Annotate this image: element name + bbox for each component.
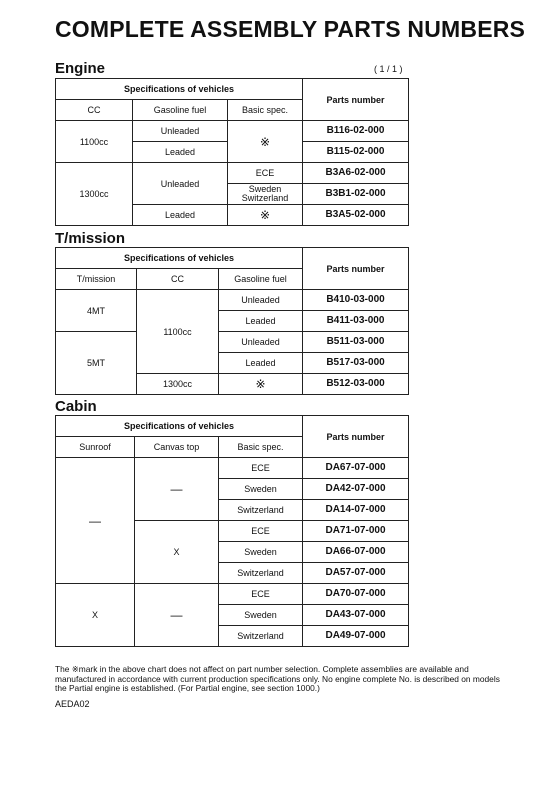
page-title: COMPLETE ASSEMBLY PARTS NUMBERS — [55, 16, 526, 42]
cabin-spec-header: Specifications of vehicles — [56, 416, 303, 437]
cabin-col-canvas: Canvas top — [135, 437, 219, 458]
tmission-part-number: B410-03-000 — [303, 290, 409, 311]
cabin-canvas-cell: X — [135, 521, 219, 584]
engine-spec-header: Specifications of vehicles — [56, 79, 303, 100]
tmission-cc-cell: 1300cc — [137, 374, 219, 395]
cabin-spec-cell: Switzerland — [219, 563, 303, 584]
engine-cc-cell: 1300cc — [56, 163, 133, 226]
engine-cc-cell: 1100cc — [56, 121, 133, 163]
engine-spec-line: Switzerland — [241, 193, 289, 203]
engine-col-cc: CC — [56, 100, 133, 121]
cabin-part-number: DA42-07-000 — [303, 479, 409, 500]
cabin-spec-cell: ECE — [219, 584, 303, 605]
tmission-fuel-cell: ※ — [219, 374, 303, 395]
cabin-part-number: DA71-07-000 — [303, 521, 409, 542]
cabin-canvas-cell: — — [135, 458, 219, 521]
engine-spec-line: Sweden — [248, 184, 282, 194]
cabin-col-sunroof: Sunroof — [56, 437, 135, 458]
engine-col-fuel: Gasoline fuel — [133, 100, 228, 121]
tmission-cc-cell: 1100cc — [137, 290, 219, 374]
cabin-spec-cell: Sweden — [219, 479, 303, 500]
tmission-spec-header: Specifications of vehicles — [56, 248, 303, 269]
engine-spec-cell — [228, 184, 303, 205]
tmission-tm-cell: 4MT — [56, 290, 137, 332]
engine-spec-cell: ※ — [228, 205, 303, 226]
footnote: The ※mark in the above chart does not affect on part number selection. Complete assemblies are available and manufactured in accordance with current production specifications only. No engine complete No. is described on models the Partial engine is established. (For Partial engine, see section 1000.) — [55, 664, 500, 693]
cabin-sunroof-cell: — — [56, 458, 135, 584]
cabin-parts-header: Parts number — [303, 416, 409, 458]
engine-spec-cell: ECE — [228, 163, 303, 184]
engine-part-number: B115-02-000 — [303, 142, 409, 163]
tmission-part-number: B411-03-000 — [303, 311, 409, 332]
cabin-part-number: DA70-07-000 — [303, 584, 409, 605]
cabin-part-number: DA14-07-000 — [303, 500, 409, 521]
page-indicator: ( 1 / 1 ) — [374, 64, 403, 74]
engine-parts-header: Parts number — [303, 79, 409, 121]
cabin-spec-cell: ECE — [219, 521, 303, 542]
engine-heading: Engine — [55, 60, 106, 77]
cabin-part-number: DA67-07-000 — [303, 458, 409, 479]
tmission-part-number: B512-03-000 — [303, 374, 409, 395]
cabin-part-number: DA43-07-000 — [303, 605, 409, 626]
cabin-spec-cell: Sweden — [219, 605, 303, 626]
tmission-fuel-cell: Leaded — [219, 353, 303, 374]
engine-part-number: B3B1-02-000 — [303, 184, 409, 205]
engine-col-spec: Basic spec. — [228, 100, 303, 121]
tmission-fuel-cell: Leaded — [219, 311, 303, 332]
cabin-col-spec: Basic spec. — [219, 437, 303, 458]
engine-table — [55, 78, 409, 226]
engine-fuel-cell: Unleaded — [133, 163, 228, 205]
engine-part-number: B3A6-02-000 — [303, 163, 409, 184]
engine-part-number: B116-02-000 — [303, 121, 409, 142]
document-code: AEDA02 — [55, 699, 90, 709]
engine-fuel-cell: Unleaded — [133, 121, 228, 142]
engine-spec-cell: ※ — [228, 121, 303, 163]
cabin-table — [55, 415, 409, 647]
tmission-col-tm: T/mission — [56, 269, 137, 290]
tmission-fuel-cell: Unleaded — [219, 332, 303, 353]
engine-part-number: B3A5-02-000 — [303, 205, 409, 226]
engine-fuel-cell: Leaded — [133, 205, 228, 226]
cabin-spec-cell: Switzerland — [219, 626, 303, 647]
tmission-col-fuel: Gasoline fuel — [219, 269, 303, 290]
cabin-part-number: DA57-07-000 — [303, 563, 409, 584]
cabin-canvas-cell: — — [135, 584, 219, 647]
cabin-part-number: DA66-07-000 — [303, 542, 409, 563]
engine-fuel-cell: Leaded — [133, 142, 228, 163]
cabin-heading: Cabin — [55, 398, 97, 415]
tmission-fuel-cell: Unleaded — [219, 290, 303, 311]
tmission-tm-cell: 5MT — [56, 332, 137, 395]
tmission-col-cc: CC — [137, 269, 219, 290]
tmission-part-number: B511-03-000 — [303, 332, 409, 353]
tmission-parts-header: Parts number — [303, 248, 409, 290]
tmission-part-number: B517-03-000 — [303, 353, 409, 374]
cabin-spec-cell: Switzerland — [219, 500, 303, 521]
tmission-heading: T/mission — [55, 230, 126, 247]
cabin-sunroof-cell: X — [56, 584, 135, 647]
cabin-part-number: DA49-07-000 — [303, 626, 409, 647]
tmission-table — [55, 247, 409, 395]
cabin-spec-cell: ECE — [219, 458, 303, 479]
cabin-spec-cell: Sweden — [219, 542, 303, 563]
